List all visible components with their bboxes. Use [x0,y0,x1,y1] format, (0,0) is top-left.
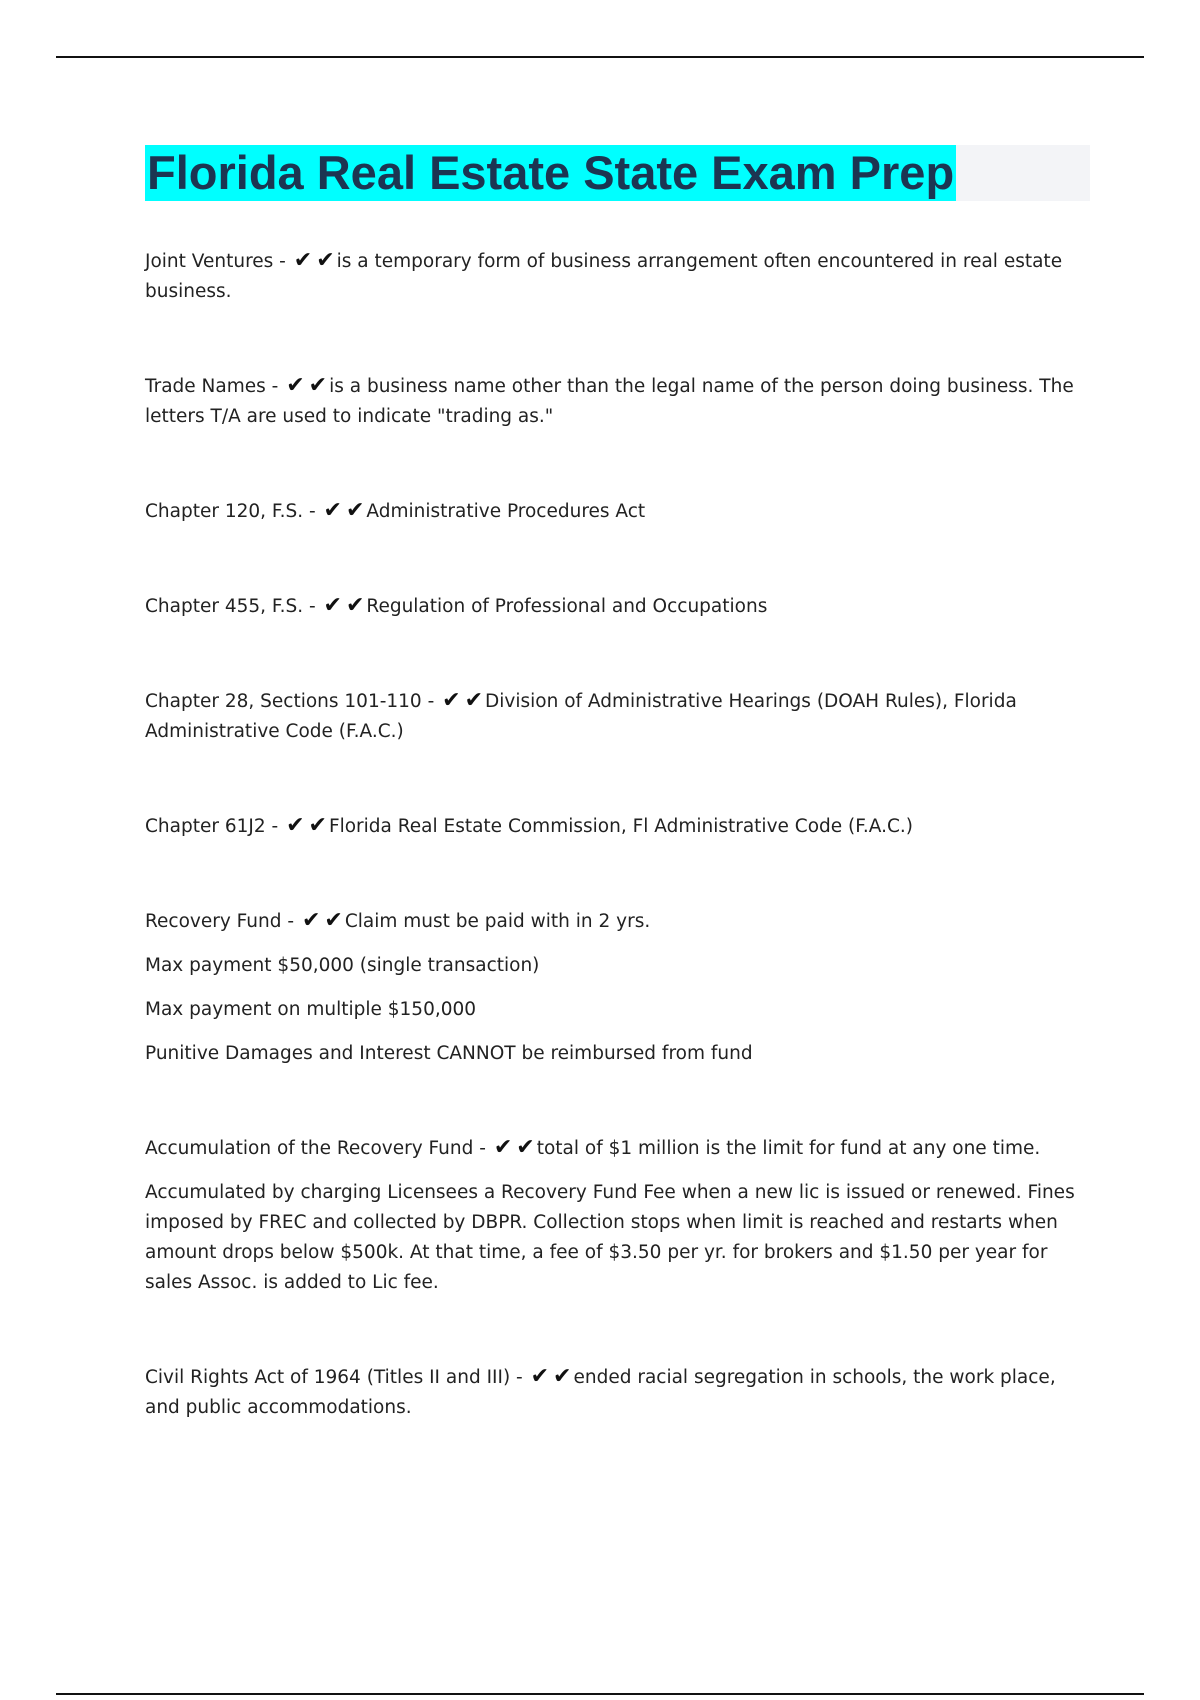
entry-term: Civil Rights Act of 1964 (Titles II and III) - [145,1367,523,1388]
footer-rule [56,1693,1144,1695]
checkmark-icon: ✔ [323,593,342,618]
checkmark-icon: ✔ [301,908,321,933]
entry-detail: Max payment $50,000 (single transaction) [145,955,540,976]
entry-line [145,246,1085,307]
checkmark-icon: ✔ [323,498,342,523]
entry-line [145,811,1085,842]
entry-line [145,1133,1085,1164]
checkmark-icon: ✔ [442,688,461,713]
checkmark-icon: ✔ [286,813,305,838]
flashcard-entry [145,371,1085,432]
flashcard-entry [145,686,1085,747]
checkmark-icon: ✔ [286,373,305,398]
header-rule [56,56,1144,58]
entry-line [145,1362,1085,1423]
entry-definition: Claim must be paid with in 2 yrs. [344,911,651,932]
flashcard-list [145,246,1085,1423]
checkmark-icon: ✔ [345,593,365,618]
entry-definition: ended racial segregation in schools, the work place, and public accommodations. [145,1367,1056,1418]
entry-line [145,591,1085,622]
entry-line [145,686,1085,747]
entry-term: Trade Names - [145,376,279,397]
entry-term: Chapter 28, Sections 101-110 - [145,691,435,712]
entry-definition: is a temporary form of business arrangement often encountered in real estate business. [145,251,1063,302]
flashcard-entry [145,906,1085,1069]
entry-line [145,906,1085,937]
checkmark-icon: ✔ [530,1364,550,1389]
checkmark-icon: ✔ [324,908,343,933]
checkmark-icon: ✔ [308,373,328,398]
checkmark-icon: ✔ [553,1364,572,1389]
entry-detail: Max payment on multiple $150,000 [145,999,477,1020]
entry-term: Accumulation of the Recovery Fund - [145,1138,486,1159]
entry-term: Recovery Fund - [145,911,295,932]
entry-definition: Florida Real Estate Commission, Fl Administrative Code (F.A.C.) [328,816,914,837]
flashcard-entry [145,1362,1085,1423]
entry-definition: total of $1 million is the limit for fund at any one time. [536,1138,1041,1159]
entry-definition: is a business name other than the legal name of the person doing business. The letters T/A are used to indicate "trading as." [145,376,1074,427]
entry-line [145,371,1085,432]
document-body [145,246,1085,1423]
entry-term: Joint Ventures - [145,251,286,272]
flashcard-entry [145,496,1085,527]
checkmark-icon: ✔ [345,498,365,523]
entry-detail: Accumulated by charging Licensees a Recovery Fund Fee when a new lic is issued or renewed. Fines imposed by FREC and collected by DBPR. Collection stops when limit is reached and restarts when amount drops below $500k. At that time, a fee of $3.50 per yr. for brokers and $1.50 per year for sales Assoc. is added to Lic fee. [145,1182,1075,1293]
entry-definition: Division of Administrative Hearings (DOAH Rules), Florida Administrative Code (F.A.C.) [145,691,1017,742]
entry-line [145,496,1085,527]
checkmark-icon: ✔ [464,688,484,713]
entry-definition: Administrative Procedures Act [366,501,646,522]
flashcard-entry [145,246,1085,307]
flashcard-entry [145,811,1085,842]
checkmark-icon: ✔ [308,813,327,838]
flashcard-entry [145,591,1085,622]
document-title: Florida Real Estate State Exam Prep [147,146,955,199]
entry-definition: Regulation of Professional and Occupations [366,596,768,617]
flashcard-entry [145,1133,1085,1298]
checkmark-icon: ✔ [493,1135,513,1160]
checkmark-icon: ✔ [316,248,335,273]
entry-term: Chapter 61J2 - [145,816,279,837]
checkmark-icon: ✔ [516,1135,535,1160]
entry-detail: Punitive Damages and Interest CANNOT be reimbursed from fund [145,1043,753,1064]
entry-term: Chapter 455, F.S. - [145,596,316,617]
checkmark-icon: ✔ [293,248,313,273]
entry-term: Chapter 120, F.S. - [145,501,316,522]
